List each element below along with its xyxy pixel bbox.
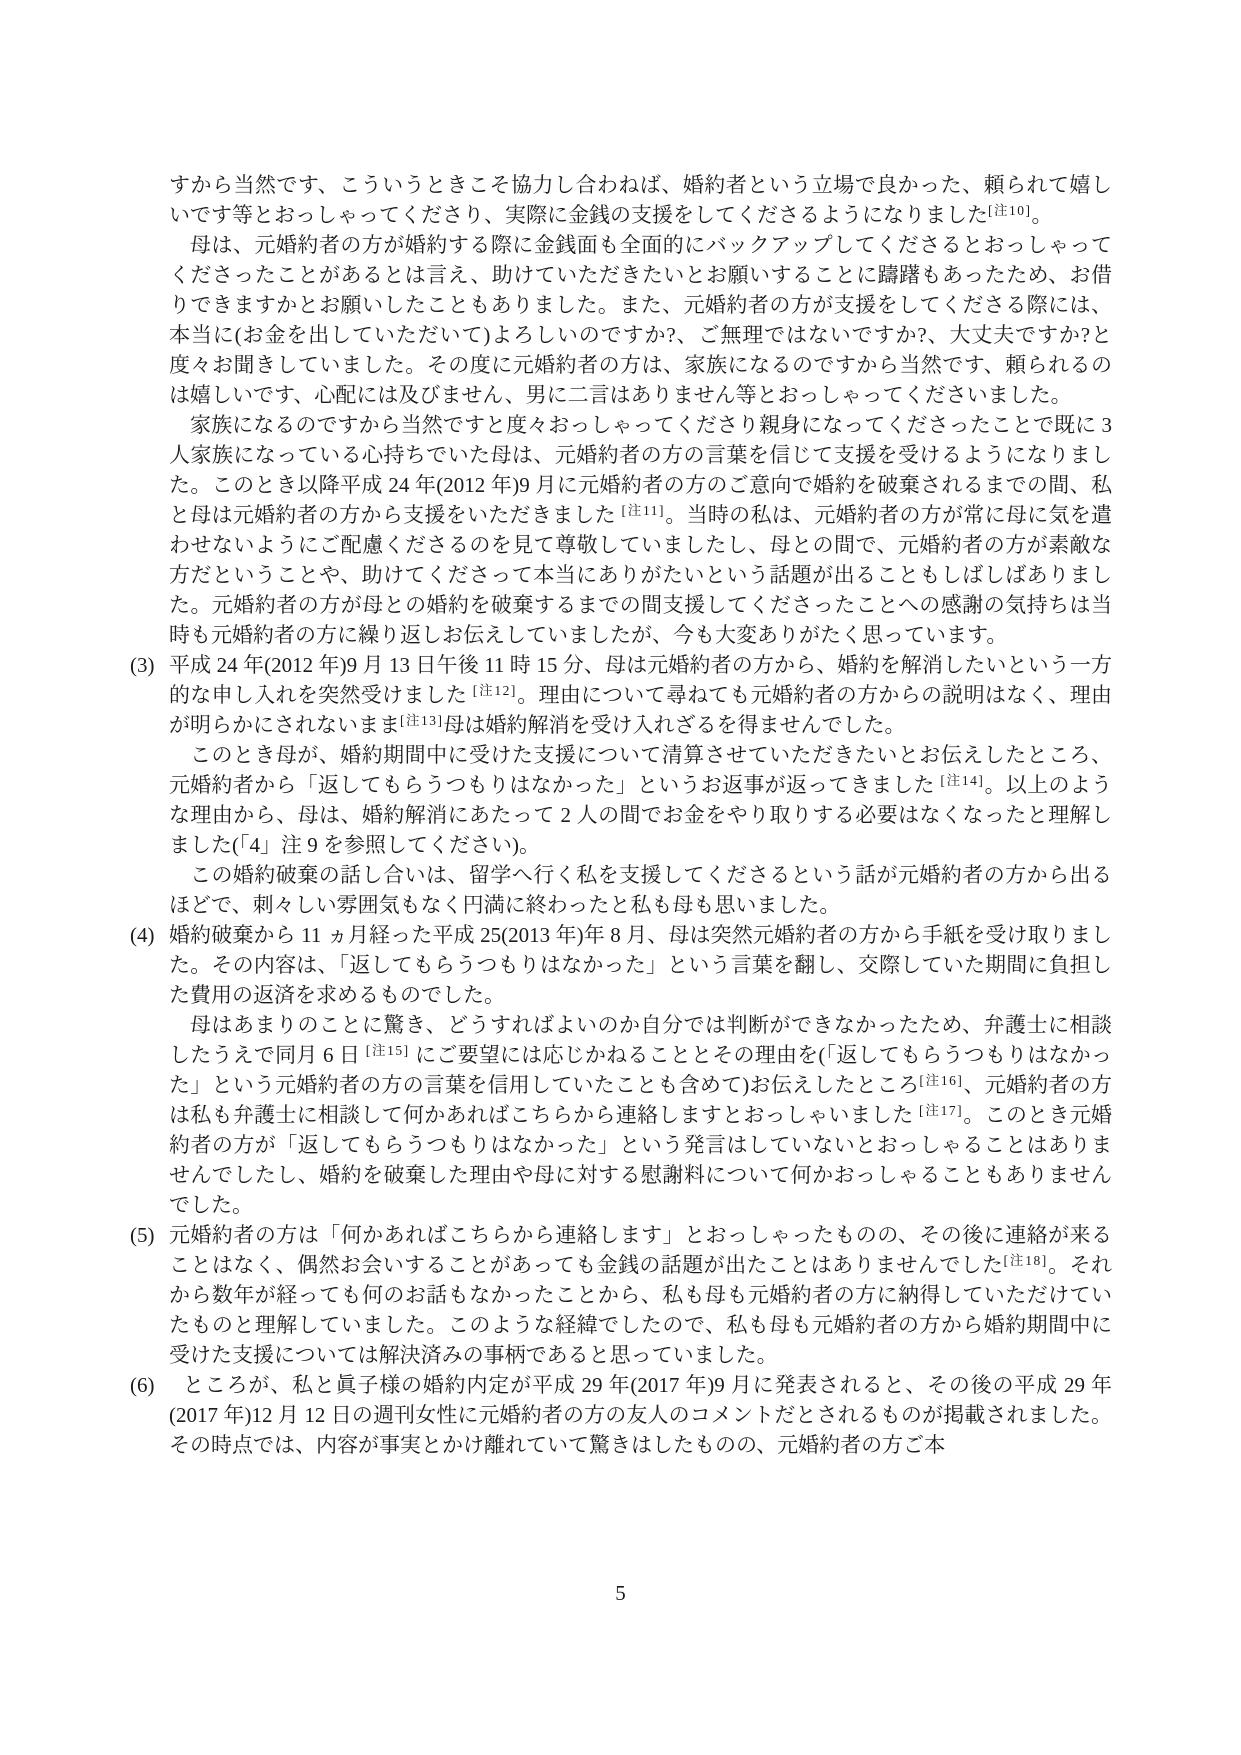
paragraph: 母はあまりのことに驚き、どうすればよいのか自分では判断ができなかったため、弁護士に相談したうえで同月 6 日 [注15] にご要望には応じかねることとその理由を(「返してもらうつもりはなかった」という元婚約者の方の言葉を信用していたことも含めて)お伝えしたところ[注16]、元婚約者の方は私も弁護士に相談して何かあればこちらから連絡しますとおっしゃいました [注17]。このとき元婚約者の方が「返してもらうつもりはなかった」という発言はしていないとおっしゃることはありませんでしたし、婚約を破棄した理由や母に対する慰謝料について何かおっしゃることもありませんでした。 — [169, 1013, 1113, 1217]
item-number: (5) — [130, 1223, 155, 1247]
paragraph: (4) 婚約破棄から 11 ヵ月経った平成 25(2013 年)年 8 月、母は突然元婚約者の方から手紙を受け取りました。その内容は、「返してもらうつもりはなかった」という言葉を翻し、交際していた期間に負担した費用の返済を求めるものでした。 — [130, 920, 1112, 1010]
page-number: 5 — [615, 1581, 626, 1605]
footnote-ref: [注18] — [1003, 1253, 1048, 1268]
paragraph: このとき母が、婚約期間中に受けた支援について清算させていただきたいとお伝えしたところ、元婚約者から「返してもらうつもりはなかった」というお返事が返ってきました [注14]。以上のような理由から、母は、婚約解消にあたって 2 人の間でお金をやり取りする必要はなくなったと理解しました(「4」注 9 を参照してください)。 — [169, 743, 1113, 857]
footnote-ref: [注10] — [988, 203, 1032, 218]
paragraph: (5) 元婚約者の方は「何かあればこちらから連絡します」とおっしゃったものの、その後に連絡が来ることはなく、偶然お会いすることがあっても金銭の話題が出たことはありませんでした[注18]。それから数年が経っても何のお話もなかったことから、私も母も元婚約者の方に納得していただけていたものと理解していました。このような経緯でしたので、私も母も元婚約者の方から婚約期間中に受けた支援については解決済みの事柄であると思っていました。 — [130, 1220, 1112, 1370]
paragraph: (6) ところが、私と眞子様の婚約内定が平成 29 年(2017 年)9 月に発表されると、その後の平成 29 年(2017 年)12 月 12 日の週刊女性に元婚約者の方の友人のコメントだとされるものが掲載されました。その時点では、内容が事実とかけ離れていて驚きはしたものの、元婚約者の方ご本 — [130, 1370, 1112, 1460]
footnote-ref: [注11] — [621, 503, 666, 518]
page-footer — [0, 1578, 1241, 1608]
paragraph: この婚約破棄の話し合いは、留学へ行く私を支援してくださるという話が元婚約者の方から出るほどで、刺々しい雰囲気もなく円満に終わったと私も母も思いました。 — [169, 863, 1112, 917]
paragraph: すから当然です、こういうときこそ協力し合わねば、婚約者という立場で良かった、頼られて嬉しいです等とおっしゃってくださり、実際に金銭の支援をしてくださるようになりました[注10]。 — [169, 173, 1112, 227]
item-number: (6) — [130, 1373, 155, 1397]
paragraph: 母は、元婚約者の方が婚約する際に金銭面も全面的にバックアップしてくださるとおっしゃってくださったことがあるとは言え、助けていただきたいとお願いすることに躊躇もあったため、お借りできますかとお願いしたこともありました。また、元婚約者の方が支援をしてくださる際には、本当に(お金を出していただいて)よろしいのですか?、ご無理ではないですか?、大丈夫ですか?と度々お聞きしていました。その度に元婚約者の方は、家族になるのですから当然です、頼られるのは嬉しいです、心配には及びません、男に二言はありません等とおっしゃってくださいました。 — [169, 233, 1112, 407]
footnote-ref: [注14] — [940, 773, 985, 788]
footnote-ref: [注17] — [919, 1103, 964, 1118]
item-number: (4) — [130, 923, 155, 947]
footnote-ref: [注15] — [365, 1043, 410, 1058]
footnote-ref: [注16] — [919, 1073, 964, 1088]
item-number: (3) — [130, 653, 155, 677]
document-body — [130, 170, 1112, 1460]
footnote-ref: [注12] — [472, 683, 517, 698]
paragraph: (3) 平成 24 年(2012 年)9 月 13 日午後 11 時 15 分、母は元婚約者の方から、婚約を解消したいという一方的な申し入れを突然受けました [注12]。理由について尋ねても元婚約者の方からの説明はなく、理由が明らかにされないまま[注13]母は婚約解消を受け入れざるを得ませんでした。 — [130, 650, 1112, 740]
paragraph: 家族になるのですから当然ですと度々おっしゃってくださり親身になってくださったことで既に 3 人家族になっている心持ちでいた母は、元婚約者の方の言葉を信じて支援を受けるようになりました。このとき以降平成 24 年(2012 年)9 月に元婚約者の方のご意向で婚約を破棄されるまでの間、私と母は元婚約者の方から支援をいただきました [注11]。当時の私は、元婚約者の方が常に母に気を遣わせないようにご配慮くださるのを見て尊敬していましたし、母との間で、元婚約者の方が素敵な方だということや、助けてくださって本当にありがたいという話題が出ることもしばしばありました。元婚約者の方が母との婚約を破棄するまでの間支援してくださったことへの感謝の気持ちは当時も元婚約者の方に繰り返しお伝えしていましたが、今も大変ありがたく思っています。 — [169, 413, 1112, 647]
footnote-ref: [注13] — [400, 713, 444, 728]
